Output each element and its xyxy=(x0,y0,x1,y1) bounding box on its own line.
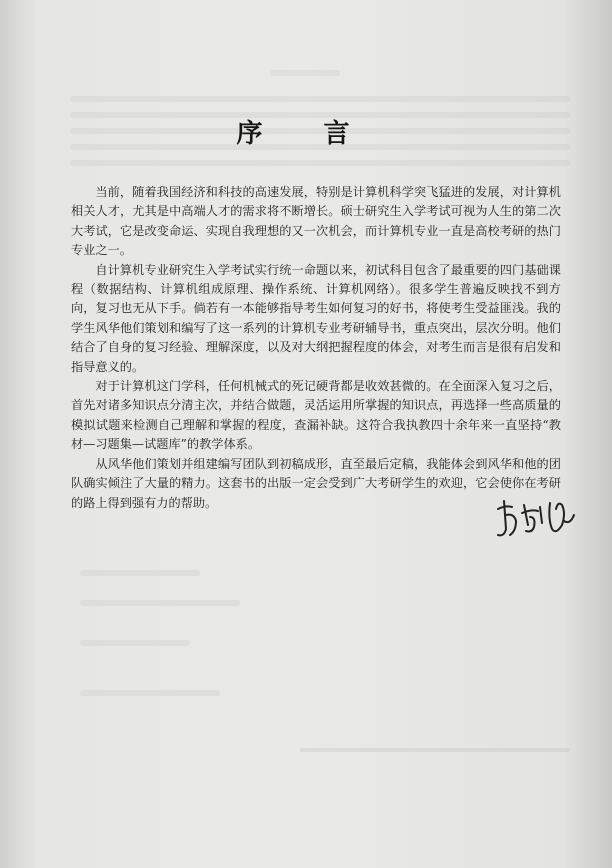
bleed-through-line xyxy=(80,640,190,646)
preface-body xyxy=(71,183,561,513)
bleed-through-line xyxy=(70,96,570,102)
paragraph-2: 自计算机专业研究生入学考试实行统一命题以来，初试科目包含了最重要的四门基础课程（数据结构、计算机组成原理、操作系统、计算机网络）。很多学生普遍反映找不到方向，复习也无从下手。倘若有一本能够指导考生如何复习的好书，将使考生受益匪浅。我的学生风华他们策划和编写了这一系列的计算机专业考研辅导书，重点突出，层次分明。他们结合了自身的复习经验、理解深度，以及对大纲把握程度的体会，对考生而言是很有启发和指导意义的。 xyxy=(71,262,561,374)
bleed-through-line xyxy=(80,600,240,606)
bleed-through-line xyxy=(300,748,570,752)
bleed-through-line xyxy=(70,160,570,166)
paragraph-3: 对于计算机这门学科，任何机械式的死记硬背都是收效甚微的。在全面深入复习之后，首先对诸多知识点分清主次，并结合做题，灵活运用所掌握的知识点，再选择一些高质量的模拟试题来检测自己理解和掌握的程度，查漏补缺。这符合我执教四十余年来一直坚持“教材—习题集—试题库”的教学体系。 xyxy=(71,379,561,452)
bleed-through-line xyxy=(270,70,340,76)
bleed-through-line xyxy=(80,570,200,576)
handwritten-signature xyxy=(492,495,578,541)
bleed-through-line xyxy=(80,690,220,696)
paragraph-4: 从风华他们策划并组建编写团队到初稿成形，直至最后定稿，我能体会到风华和他的团队确实倾注了大量的精力。这套书的出版一定会受到广大考研学生的欢迎，它会使你在考研的路上得到强有力的帮助。 xyxy=(71,456,561,510)
paragraph-1: 当前，随着我国经济和科技的高速发展，特别是计算机科学突飞猛进的发展，对计算机相关人才，尤其是中高端人才的需求将不断增长。硕士研究生入学考试可视为人生的第二次大考试，它是改变命运、实现自我理想的又一次机会，而计算机专业一直是高校考研的热门专业之一。 xyxy=(71,185,561,258)
page-title: 序 言 xyxy=(236,119,376,149)
